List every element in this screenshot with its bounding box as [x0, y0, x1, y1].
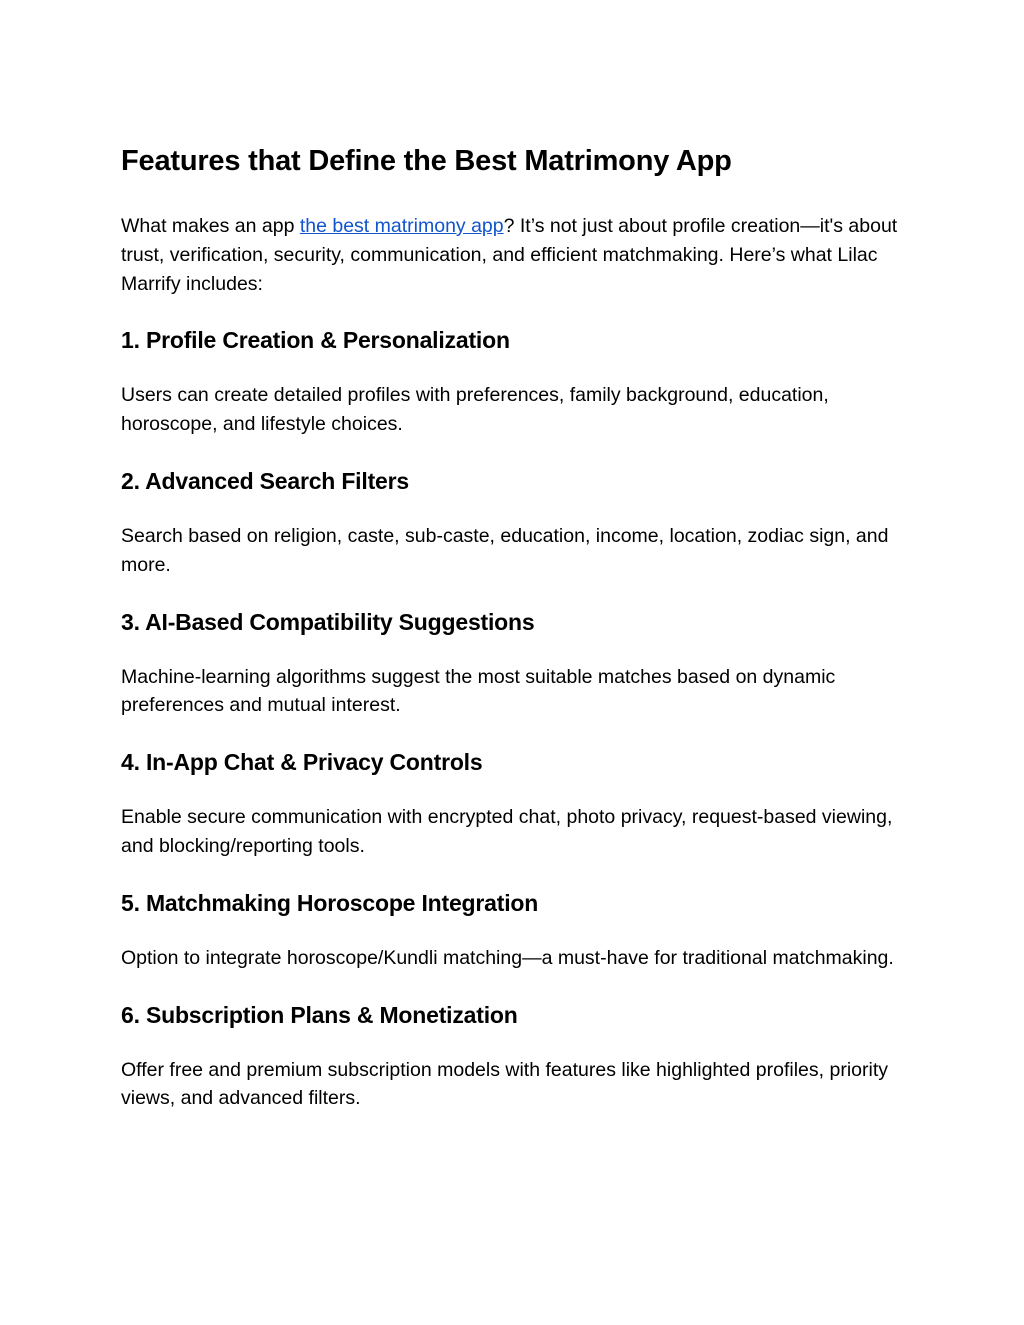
section-heading: 3. AI-Based Compatibility Suggestions — [121, 608, 535, 635]
section-ai-compatibility — [121, 606, 911, 721]
section-chat-privacy — [121, 746, 911, 861]
section-body: Option to integrate horoscope/Kundli matching—a must-have for traditional matchmaking. — [121, 946, 894, 969]
section-advanced-search — [121, 465, 911, 580]
section-subscription-plans — [121, 999, 911, 1114]
intro-text-before-link: What makes an app — [121, 215, 300, 237]
intro-paragraph — [121, 212, 911, 298]
section-body: Search based on religion, caste, sub-caste, education, income, location, zodiac sign, and more. — [121, 524, 889, 576]
section-heading: 6. Subscription Plans & Monetization — [121, 1001, 518, 1028]
section-horoscope-integration — [121, 887, 911, 973]
section-heading: 1. Profile Creation & Personalization — [121, 327, 510, 354]
page-title: Features that Define the Best Matrimony App — [121, 145, 732, 177]
best-matrimony-app-link[interactable]: the best matrimony app — [299, 215, 504, 237]
section-body: Machine-learning algorithms suggest the most suitable matches based on dynamic preferences and mutual interest. — [121, 665, 836, 717]
intro-text-after-link: ? It’s not just about profile creation—it's about trust, verification, security, communication, and efficient matchmaking. Here’s what Lilac Marrify includes: — [121, 215, 898, 295]
section-profile-creation — [121, 324, 911, 439]
section-body: Users can create detailed profiles with preferences, family background, education, horoscope, and lifestyle choices. — [121, 384, 829, 436]
section-heading: 4. In-App Chat & Privacy Controls — [121, 749, 483, 776]
section-body: Offer free and premium subscription models with features like highlighted profiles, priority views, and advanced filters. — [121, 1058, 888, 1110]
section-body: Enable secure communication with encrypted chat, photo privacy, request-based viewing, and blocking/reporting tools. — [121, 806, 893, 857]
section-heading: 2. Advanced Search Filters — [121, 467, 409, 494]
document-content — [121, 141, 911, 1113]
section-heading: 5. Matchmaking Horoscope Integration — [121, 889, 539, 916]
